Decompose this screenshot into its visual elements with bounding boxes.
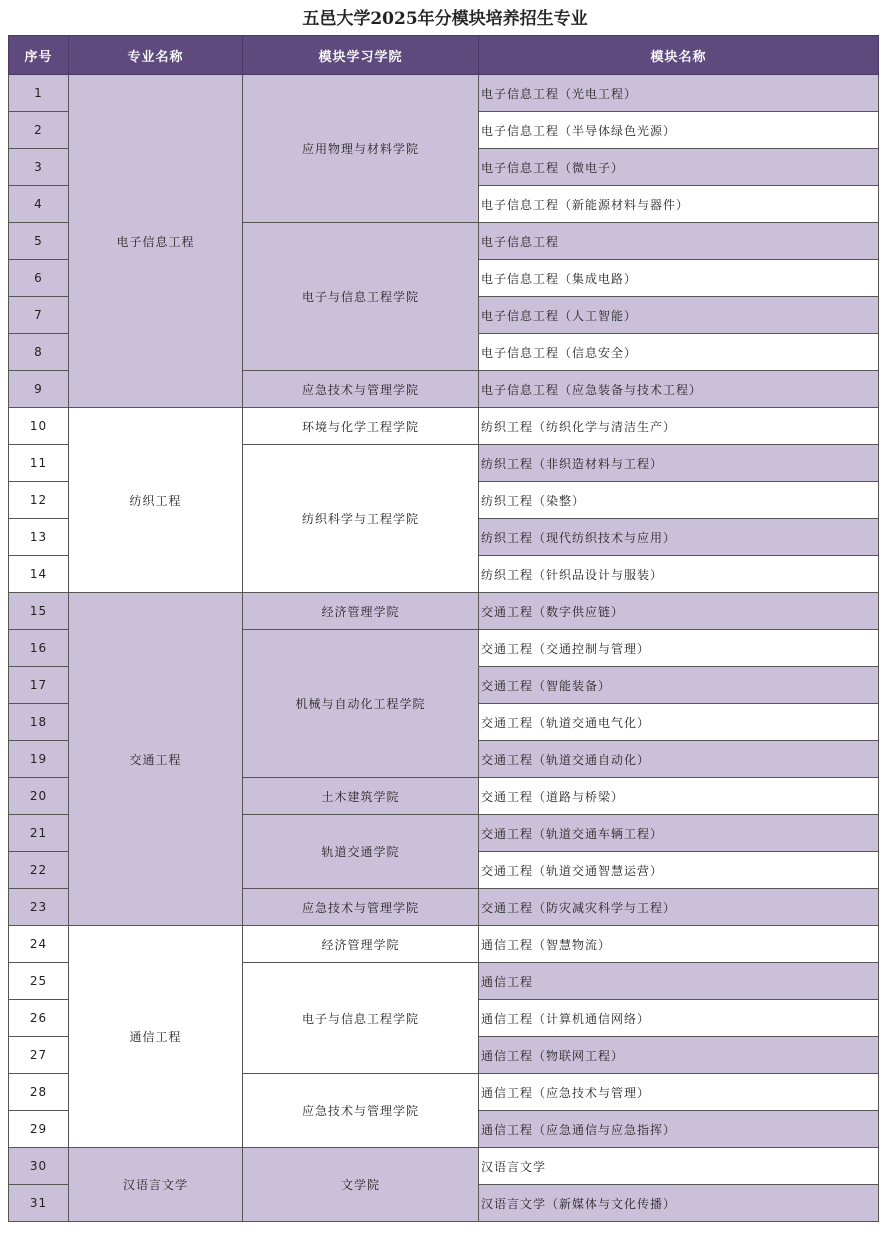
header-row [9, 36, 879, 75]
module-cell: 交通工程（防灾减灾科学与工程） [479, 889, 879, 926]
seq-cell: 24 [9, 926, 69, 963]
college-cell: 土木建筑学院 [243, 778, 479, 815]
module-cell: 交通工程（轨道交通智慧运营） [479, 852, 879, 889]
module-cell: 交通工程（智能装备） [479, 667, 879, 704]
module-cell: 通信工程（应急通信与应急指挥） [479, 1111, 879, 1148]
header-major: 专业名称 [69, 36, 243, 75]
module-cell: 电子信息工程（光电工程） [479, 75, 879, 112]
college-cell: 环境与化学工程学院 [243, 408, 479, 445]
module-cell: 通信工程 [479, 963, 879, 1000]
seq-cell: 8 [9, 334, 69, 371]
admissions-table [8, 35, 879, 1222]
module-cell: 通信工程（计算机通信网络） [479, 1000, 879, 1037]
major-cell: 通信工程 [69, 926, 243, 1148]
seq-cell: 29 [9, 1111, 69, 1148]
module-cell: 电子信息工程（人工智能） [479, 297, 879, 334]
college-cell: 纺织科学与工程学院 [243, 445, 479, 593]
seq-cell: 15 [9, 593, 69, 630]
table-row [9, 926, 879, 963]
module-cell: 交通工程（轨道交通自动化） [479, 741, 879, 778]
seq-cell: 31 [9, 1185, 69, 1222]
major-cell: 电子信息工程 [69, 75, 243, 408]
module-cell: 交通工程（交通控制与管理） [479, 630, 879, 667]
module-cell: 交通工程（轨道交通电气化） [479, 704, 879, 741]
seq-cell: 1 [9, 75, 69, 112]
seq-cell: 10 [9, 408, 69, 445]
module-cell: 汉语言文学 [479, 1148, 879, 1185]
module-cell: 纺织工程（染整） [479, 482, 879, 519]
college-cell: 电子与信息工程学院 [243, 963, 479, 1074]
seq-cell: 7 [9, 297, 69, 334]
seq-cell: 25 [9, 963, 69, 1000]
seq-cell: 18 [9, 704, 69, 741]
header-module: 模块名称 [479, 36, 879, 75]
college-cell: 轨道交通学院 [243, 815, 479, 889]
college-cell: 应急技术与管理学院 [243, 1074, 479, 1148]
table-row [9, 75, 879, 112]
major-cell: 交通工程 [69, 593, 243, 926]
seq-cell: 5 [9, 223, 69, 260]
seq-cell: 23 [9, 889, 69, 926]
college-cell: 文学院 [243, 1148, 479, 1222]
seq-cell: 19 [9, 741, 69, 778]
module-cell: 通信工程（物联网工程） [479, 1037, 879, 1074]
module-cell: 电子信息工程 [479, 223, 879, 260]
module-cell: 通信工程（应急技术与管理） [479, 1074, 879, 1111]
seq-cell: 3 [9, 149, 69, 186]
seq-cell: 17 [9, 667, 69, 704]
table-row [9, 1148, 879, 1185]
table-row [9, 408, 879, 445]
college-cell: 电子与信息工程学院 [243, 223, 479, 371]
seq-cell: 26 [9, 1000, 69, 1037]
seq-cell: 4 [9, 186, 69, 223]
major-cell: 纺织工程 [69, 408, 243, 593]
module-cell: 纺织工程（非织造材料与工程） [479, 445, 879, 482]
module-cell: 电子信息工程（集成电路） [479, 260, 879, 297]
module-cell: 交通工程（道路与桥梁） [479, 778, 879, 815]
college-cell: 应急技术与管理学院 [243, 371, 479, 408]
seq-cell: 28 [9, 1074, 69, 1111]
seq-cell: 21 [9, 815, 69, 852]
major-cell: 汉语言文学 [69, 1148, 243, 1222]
module-cell: 纺织工程（现代纺织技术与应用） [479, 519, 879, 556]
seq-cell: 9 [9, 371, 69, 408]
module-cell: 交通工程（轨道交通车辆工程） [479, 815, 879, 852]
module-cell: 交通工程（数字供应链） [479, 593, 879, 630]
seq-cell: 16 [9, 630, 69, 667]
seq-cell: 2 [9, 112, 69, 149]
seq-cell: 14 [9, 556, 69, 593]
module-cell: 电子信息工程（半导体绿色光源） [479, 112, 879, 149]
header-college: 模块学习学院 [243, 36, 479, 75]
module-cell: 电子信息工程（应急装备与技术工程） [479, 371, 879, 408]
seq-cell: 20 [9, 778, 69, 815]
seq-cell: 13 [9, 519, 69, 556]
seq-cell: 30 [9, 1148, 69, 1185]
college-cell: 应用物理与材料学院 [243, 75, 479, 223]
seq-cell: 12 [9, 482, 69, 519]
seq-cell: 27 [9, 1037, 69, 1074]
module-cell: 电子信息工程（微电子） [479, 149, 879, 186]
college-cell: 机械与自动化工程学院 [243, 630, 479, 778]
college-cell: 经济管理学院 [243, 593, 479, 630]
module-cell: 通信工程（智慧物流） [479, 926, 879, 963]
table-row [9, 593, 879, 630]
module-cell: 纺织工程（针织品设计与服装） [479, 556, 879, 593]
college-cell: 经济管理学院 [243, 926, 479, 963]
seq-cell: 6 [9, 260, 69, 297]
module-cell: 电子信息工程（信息安全） [479, 334, 879, 371]
module-cell: 纺织工程（纺织化学与清洁生产） [479, 408, 879, 445]
seq-cell: 11 [9, 445, 69, 482]
module-cell: 汉语言文学（新媒体与文化传播） [479, 1185, 879, 1222]
header-seq: 序号 [9, 36, 69, 75]
seq-cell: 22 [9, 852, 69, 889]
module-cell: 电子信息工程（新能源材料与器件） [479, 186, 879, 223]
college-cell: 应急技术与管理学院 [243, 889, 479, 926]
page-title: 五邑大学2025年分模块培养招生专业 [302, 9, 588, 29]
